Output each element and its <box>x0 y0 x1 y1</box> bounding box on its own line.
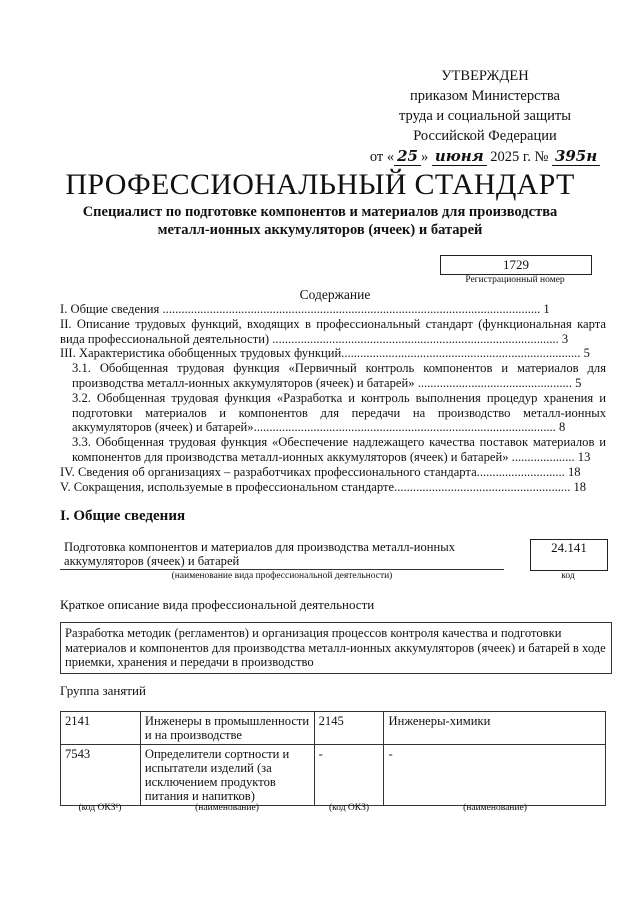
occupation-group-table <box>60 711 606 806</box>
okz-code-cell: 7543 <box>61 745 141 806</box>
activity-name-caption: (наименование вида профессиональной деятельности) <box>171 571 393 581</box>
table-row <box>61 712 606 745</box>
toc-heading: Содержание <box>299 287 371 302</box>
approval-title: УТВЕРЖДЕН <box>441 68 529 84</box>
occupation-name-cell: Инженеры-химики <box>384 712 606 745</box>
date-prefix: от « <box>369 149 395 165</box>
registration-number-box: 1729 <box>440 255 592 275</box>
occupation-group-label: Группа занятий <box>60 683 146 698</box>
date-day: 25 <box>394 147 421 166</box>
okz-code-caption-1: (код ОКЗ¹) <box>78 803 122 813</box>
toc-item-3-1[interactable]: 3.1. Обобщенная трудовая функция «Первичный контроль компонентов и материалов для производства металл-ионных аккумуляторов (ячеек) и батарей» ................................................. 5 <box>72 361 606 390</box>
activity-code-caption: код <box>561 571 575 581</box>
subtitle-line-2: металл-ионных аккумуляторов (ячеек) и батарей <box>157 222 483 238</box>
document-title: ПРОФЕССИОНАЛЬНЫЙ СТАНДАРТ <box>65 168 575 201</box>
occupation-name-cell: - <box>384 745 606 806</box>
date-quote: » <box>420 149 429 165</box>
table-row <box>61 745 606 806</box>
occupation-name-cell: Определители сортности и испытатели изделий (за исключением продуктов питания и напитков) <box>140 745 314 806</box>
subtitle-line-1: Специалист по подготовке компонентов и материалов для производства <box>82 204 558 220</box>
okz-code-cell: 2141 <box>61 712 141 745</box>
okz-code-cell: 2145 <box>314 712 384 745</box>
toc-item-4[interactable]: IV. Сведения об организациях – разработчиках профессионального стандарта............................ 18 <box>60 464 581 479</box>
registration-number-label: Регистрационный номер <box>465 275 565 285</box>
brief-description-box: Разработка методик (регламентов) и организация процессов контроля качества и подготовки материалов и компонентов для производства металл-ионных аккумуляторов (ячеек) и батарей в ходе приемки, хранения и передачи в производство <box>60 622 612 674</box>
okz-code-caption-2: (код ОКЗ) <box>328 803 370 813</box>
table-of-contents <box>60 302 606 494</box>
toc-item-1[interactable]: I. Общие сведения ........................................................................................................................ 1 <box>60 302 550 316</box>
brief-description-label: Краткое описание вида профессиональной деятельности <box>60 597 375 612</box>
toc-item-3[interactable]: III. Характеристика обобщенных трудовых функций............................................................................ 5 <box>60 346 590 361</box>
document-subtitle <box>40 203 600 239</box>
toc-item-5[interactable]: V. Сокращения, используемые в профессиональном стандарте........................................................ 18 <box>60 479 587 494</box>
approval-line-ministry: труда и социальной защиты <box>399 108 571 124</box>
activity-name-field: Подготовка компонентов и материалов для производства металл-ионных аккумуляторов (ячеек) и батарей <box>60 540 504 570</box>
date-month: июня <box>432 147 487 166</box>
activity-code-box: 24.141 <box>530 539 608 571</box>
toc-item-2[interactable]: II. Описание трудовых функций, входящих в профессиональный стандарт (функциональная карта вида профессиональной деятельности) ........................................................................................... 3 <box>60 316 606 346</box>
approval-line-country: Российской Федерации <box>413 128 557 144</box>
approval-date-line <box>360 146 610 167</box>
occupation-name-caption-1: (наименование) <box>195 803 259 813</box>
approval-block <box>360 66 610 167</box>
occupation-name-caption-2: (наименование) <box>463 803 527 813</box>
okz-code-cell: - <box>314 745 384 806</box>
approval-line-order: приказом Министерства <box>410 88 560 104</box>
section-heading-general: I. Общие сведения <box>60 508 186 524</box>
order-number: 395н <box>552 147 600 166</box>
toc-item-3-3[interactable]: 3.3. Обобщенная трудовая функция «Обеспечение надлежащего качества поставок материалов и компонентов для производства металл-ионных аккумуляторов (ячеек) и батарей» .................... 13 <box>72 435 606 464</box>
date-year: 2025 г. № <box>490 149 549 165</box>
occupation-name-cell: Инженеры в промышленности и на производстве <box>140 712 314 745</box>
toc-item-3-2[interactable]: 3.2. Обобщенная трудовая функция «Разработка и контроль выполнения процедур хранения и подготовки материалов и компонентов для передачи на производство металл-ионных аккумуляторов (ячеек) и батарей»................................................................................................ 8 <box>72 390 606 435</box>
